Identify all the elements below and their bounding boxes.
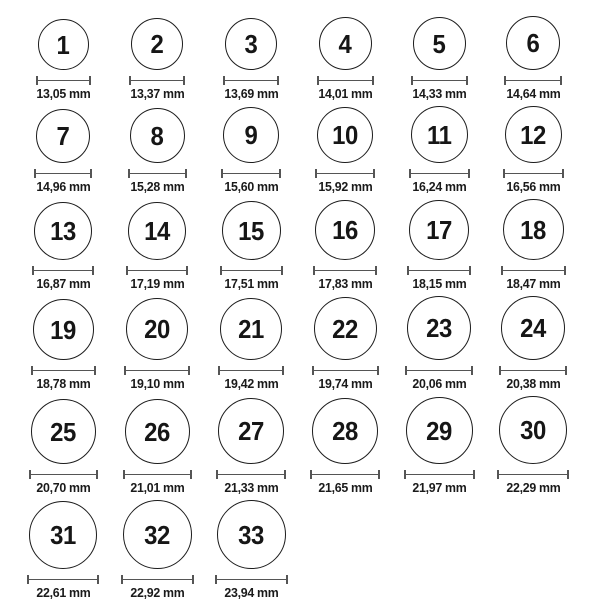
ring-size-number: 12 [520,119,546,150]
ring-circle [217,500,286,569]
measure-bar [225,80,277,82]
diameter-measure-line [218,366,284,375]
ring-size-number: 19 [50,314,76,345]
measure-bar [220,370,282,372]
diameter-measure-line [405,366,473,375]
ring-circle [126,298,188,360]
ring-circle [222,201,281,260]
ring-size-number: 31 [50,520,76,550]
diameter-label: 19,42 mm [223,376,279,391]
diameter-measure-line [36,76,91,85]
ring-size-item [27,501,99,600]
ring-size-number: 24 [520,313,546,343]
diameter-label: 14,64 mm [505,86,561,101]
ring-size-item [223,18,280,101]
diameter-label: 13,69 mm [223,86,279,101]
diameter-label: 16,56 mm [505,179,561,194]
ring-size-item [501,199,566,291]
ring-circle [33,299,94,360]
diameter-measure-line [317,76,374,85]
diameter-label: 16,24 mm [411,179,467,194]
ring-circle [29,501,97,569]
diameter-measure-line [32,266,94,275]
ring-size-number: 33 [238,519,264,550]
diameter-label: 17,19 mm [129,276,185,291]
ring-circle [131,18,183,70]
ring-size-number: 28 [332,416,358,446]
diameter-label: 14,01 mm [317,86,373,101]
diameter-measure-line [310,470,380,479]
diameter-label: 14,33 mm [411,86,467,101]
ring-circle [130,108,185,163]
ring-circle [413,17,466,70]
ring-size-number: 29 [426,415,452,446]
ring-circle [125,399,190,464]
ring-size-item [31,299,96,391]
ring-circle [34,202,92,260]
ring-size-number: 26 [144,416,170,447]
diameter-measure-line [126,266,188,275]
ring-size-number: 27 [238,416,264,446]
diameter-label: 13,37 mm [129,86,185,101]
ring-size-number: 9 [244,120,258,150]
measure-bar [128,270,186,272]
measure-bar [506,80,560,82]
diameter-label: 23,94 mm [223,585,279,600]
measure-bar [505,173,562,175]
diameter-label: 21,65 mm [317,480,373,495]
diameter-measure-line [407,266,471,275]
diameter-label: 22,92 mm [129,585,185,600]
ring-circle [409,200,469,260]
ring-size-item [497,396,569,495]
ring-size-item [124,298,190,391]
ring-size-number: 23 [426,313,452,343]
ring-circle [225,18,277,70]
diameter-measure-line [501,266,566,275]
ring-size-item [221,107,281,194]
ring-size-item [126,202,188,291]
measure-bar [218,474,284,476]
ring-circle [317,107,373,163]
ring-size-item [218,298,284,391]
diameter-label: 17,51 mm [223,276,279,291]
ring-size-number: 3 [244,29,258,59]
diameter-label: 20,38 mm [505,376,561,391]
measure-bar [503,270,564,272]
ring-circle [312,398,378,464]
ring-size-number: 18 [520,214,546,245]
ring-circle [499,396,567,464]
ring-circle [501,296,565,360]
diameter-measure-line [129,76,185,85]
measure-bar [312,474,378,476]
ring-size-number: 21 [238,314,264,344]
diameter-measure-line [409,169,470,178]
ring-size-item [310,398,380,495]
ring-size-item [220,201,283,291]
ring-circle [407,296,471,360]
diameter-measure-line [315,169,375,178]
measure-bar [317,173,373,175]
diameter-measure-line [312,366,379,375]
diameter-measure-line [404,470,475,479]
measure-bar [33,370,94,372]
ring-size-number: 8 [150,120,164,151]
ring-size-item [409,106,470,194]
ring-size-number: 13 [50,216,76,246]
measure-bar [130,173,185,175]
ring-circle [314,297,377,360]
diameter-measure-line [123,470,192,479]
measure-bar [223,173,279,175]
ring-size-number: 7 [56,121,70,151]
diameter-measure-line [221,169,281,178]
measure-bar [411,173,468,175]
measure-bar [406,474,473,476]
diameter-measure-line [313,266,377,275]
diameter-measure-line [216,470,286,479]
diameter-measure-line [121,575,194,584]
diameter-measure-line [29,470,98,479]
diameter-label: 20,06 mm [411,376,467,391]
ring-circle [223,107,279,163]
diameter-label: 14,96 mm [35,179,91,194]
diameter-measure-line [34,169,92,178]
measure-bar [315,270,375,272]
diameter-label: 21,97 mm [411,480,467,495]
measure-bar [36,173,90,175]
ring-size-item [35,19,92,101]
diameter-label: 21,01 mm [129,480,185,495]
ring-size-item [317,17,374,101]
ring-size-item [34,109,92,194]
ring-size-item [315,107,375,194]
diameter-measure-line [504,76,562,85]
measure-bar [38,80,89,82]
measure-bar [409,270,469,272]
ring-size-number: 6 [526,28,540,58]
ring-size-item [129,18,186,101]
measure-bar [413,80,466,82]
measure-bar [314,370,377,372]
ring-circle [220,298,282,360]
diameter-measure-line [31,366,96,375]
diameter-measure-line [220,266,283,275]
ring-circle [319,17,372,70]
measure-bar [499,474,567,476]
ring-circle [31,399,96,464]
measure-bar [29,579,97,581]
diameter-measure-line [499,366,567,375]
diameter-measure-line [215,575,288,584]
ring-circle [36,109,90,163]
ring-circle [503,199,564,260]
ring-size-number: 14 [144,216,170,246]
ring-size-item [32,202,94,291]
diameter-label: 19,74 mm [317,376,373,391]
diameter-measure-line [124,366,190,375]
diameter-label: 18,78 mm [35,376,91,391]
ring-size-item [216,398,286,495]
diameter-label: 16,87 mm [35,276,91,291]
diameter-measure-line [128,169,187,178]
measure-bar [131,80,183,82]
ring-size-number: 5 [432,28,446,59]
diameter-label: 19,10 mm [129,376,185,391]
ring-size-number: 20 [144,314,170,344]
ring-circle [123,500,192,569]
ring-circle [406,397,473,464]
ring-size-item [405,296,473,391]
diameter-label: 18,47 mm [505,276,561,291]
ring-size-number: 4 [338,28,352,59]
ring-size-item [407,200,471,291]
diameter-label: 21,33 mm [223,480,279,495]
ring-size-item [123,399,192,495]
measure-bar [222,270,281,272]
diameter-label: 18,15 mm [411,276,467,291]
diameter-label: 15,28 mm [129,179,185,194]
diameter-label: 13,05 mm [35,86,91,101]
diameter-measure-line [27,575,99,584]
ring-size-number: 30 [520,415,546,445]
ring-size-number: 11 [426,119,452,150]
diameter-label: 22,61 mm [35,585,91,600]
diameter-label: 20,70 mm [35,480,91,495]
ring-circle [38,19,89,70]
ring-size-number: 32 [144,519,170,550]
ring-size-item [499,296,567,391]
diameter-label: 15,60 mm [223,179,279,194]
diameter-measure-line [503,169,564,178]
measure-bar [34,270,92,272]
measure-bar [319,80,372,82]
measure-bar [31,474,96,476]
ring-size-number: 1 [56,29,70,60]
ring-size-item [215,500,288,600]
ring-size-item [29,399,98,495]
ring-circle [315,200,375,260]
measure-bar [217,579,286,581]
diameter-measure-line [497,470,569,479]
ring-size-number: 16 [332,215,358,245]
ring-size-item [504,16,562,101]
ring-circle [505,106,562,163]
ring-circle [128,202,186,260]
ring-size-item [128,108,187,194]
measure-bar [501,370,565,372]
measure-bar [407,370,471,372]
diameter-measure-line [223,76,279,85]
ring-size-number: 15 [238,215,264,246]
measure-bar [125,474,190,476]
ring-size-item [404,397,475,495]
ring-circle [411,106,468,163]
diameter-measure-line [411,76,468,85]
diameter-label: 15,92 mm [317,179,373,194]
ring-size-item [411,17,468,101]
ring-circle [218,398,284,464]
diameter-label: 22,29 mm [505,480,561,495]
ring-size-number: 10 [332,120,358,150]
ring-size-item [313,200,377,291]
diameter-label: 17,83 mm [317,276,373,291]
ring-size-number: 2 [150,29,164,59]
ring-size-number: 25 [50,416,76,447]
measure-bar [126,370,188,372]
ring-size-item [121,500,194,600]
ring-size-item [503,106,564,194]
measure-bar [123,579,192,581]
ring-size-number: 17 [426,215,452,245]
ring-size-number: 22 [332,313,358,344]
ring-circle [506,16,560,70]
ring-size-item [312,297,379,391]
